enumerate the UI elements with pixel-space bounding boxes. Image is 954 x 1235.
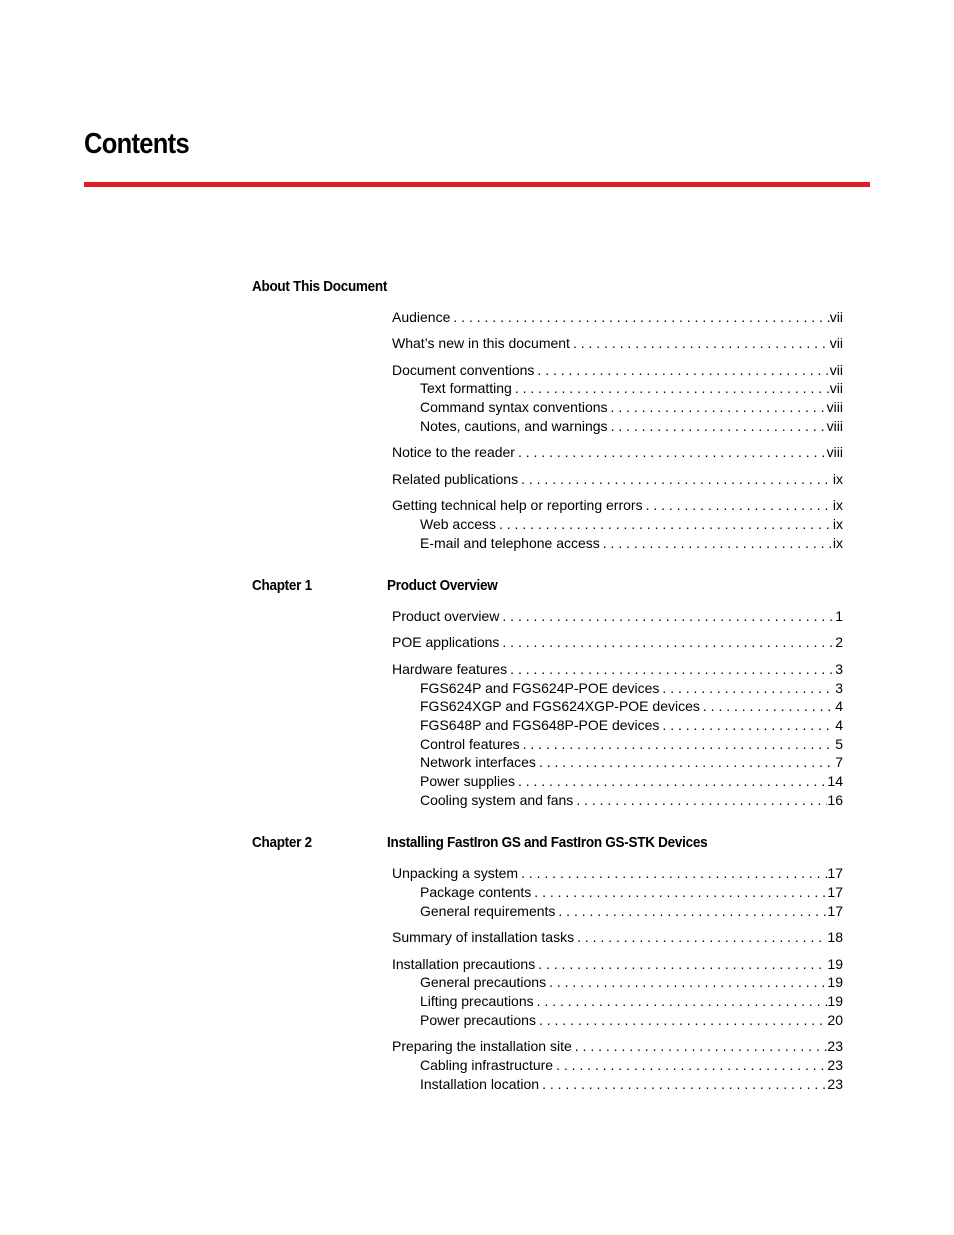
chapter-title[interactable]: Installing FastIron GS and FastIron GS-STK Devices <box>387 834 708 851</box>
dot-leader <box>572 1037 828 1055</box>
dot-leader <box>515 772 827 790</box>
toc-entry-text: FGS624XGP and FGS624XGP-POE devices <box>420 698 700 714</box>
toc-entry-page: 17 <box>827 884 843 900</box>
dot-leader <box>536 753 835 771</box>
dot-leader <box>555 902 827 920</box>
toc-subentry[interactable] <box>420 534 843 552</box>
toc-entry-page: 17 <box>827 903 843 919</box>
toc-entry[interactable] <box>392 633 843 651</box>
dot-leader <box>574 928 827 946</box>
toc-entry-page: 3 <box>835 680 843 696</box>
toc-subentry[interactable] <box>420 902 843 920</box>
toc-subentry[interactable] <box>420 883 843 901</box>
toc-entry-page: ix <box>832 471 843 487</box>
toc-entry-page: 23 <box>827 1076 843 1092</box>
toc-subentry[interactable] <box>420 992 843 1010</box>
toc-subentry[interactable] <box>420 772 843 790</box>
toc-entry[interactable] <box>392 361 843 379</box>
dot-leader <box>499 607 835 625</box>
toc-entry-text: Cooling system and fans <box>420 792 574 808</box>
dot-leader <box>499 633 835 651</box>
toc-subentry[interactable] <box>420 515 843 533</box>
toc-entry[interactable] <box>392 334 843 352</box>
dot-leader <box>534 992 828 1010</box>
dot-leader <box>659 716 835 734</box>
toc-subentry[interactable] <box>420 398 843 416</box>
dot-leader <box>600 534 833 552</box>
toc-entry-text: Getting technical help or reporting errors <box>392 497 643 513</box>
dot-leader <box>450 308 829 326</box>
title-rule <box>84 182 870 187</box>
toc-entry-page: 1 <box>835 608 843 624</box>
toc-entry[interactable] <box>392 955 843 973</box>
toc-entry-text: General requirements <box>420 903 556 919</box>
section-label-about: About This Document <box>252 278 388 295</box>
chapter-label: Chapter 2 <box>252 834 312 851</box>
dot-leader <box>573 791 827 809</box>
page-title: Contents <box>84 128 189 160</box>
dot-leader <box>512 379 830 397</box>
dot-leader <box>518 470 833 488</box>
dot-leader <box>608 398 827 416</box>
toc-entry-text: General precautions <box>420 974 547 990</box>
dot-leader <box>496 515 833 533</box>
dot-leader <box>643 496 833 514</box>
toc-entry-page: ix <box>832 497 843 513</box>
toc-entry-text: Notice to the reader <box>392 444 515 460</box>
toc-entry-text: Summary of installation tasks <box>392 929 575 945</box>
toc-entry-text: Installation location <box>420 1076 540 1092</box>
toc-entry[interactable] <box>392 470 843 488</box>
toc-subentry[interactable] <box>420 716 843 734</box>
toc-entry-text: Product overview <box>392 608 500 624</box>
toc-subentry[interactable] <box>420 791 843 809</box>
toc-entry-page: vii <box>829 380 843 396</box>
toc-entry-text: Power supplies <box>420 773 515 789</box>
dot-leader <box>539 1075 827 1093</box>
toc-entry-page: 2 <box>835 634 843 650</box>
toc-entry-page: 3 <box>835 661 843 677</box>
toc-entry-page: 5 <box>835 736 843 752</box>
toc-entry-page: viii <box>826 418 843 434</box>
toc-entry-page: viii <box>826 399 843 415</box>
toc-entry[interactable] <box>392 660 843 678</box>
dot-leader <box>531 883 827 901</box>
chapter-title[interactable]: Product Overview <box>387 577 498 594</box>
toc-entry[interactable] <box>392 864 843 882</box>
toc-entry-text: Control features <box>420 736 520 752</box>
toc-entry-text: Power precautions <box>420 1012 536 1028</box>
toc-entry-text: FGS648P and FGS648P-POE devices <box>420 717 660 733</box>
toc-entry[interactable] <box>392 496 843 514</box>
toc-entry-page: 20 <box>827 1012 843 1028</box>
toc-entry-text: Hardware features <box>392 661 508 677</box>
toc-entry-page: viii <box>826 444 843 460</box>
toc-entry-text: FGS624P and FGS624P-POE devices <box>420 680 660 696</box>
toc-subentry[interactable] <box>420 679 843 697</box>
toc-entry-page: 4 <box>835 698 843 714</box>
dot-leader <box>520 735 836 753</box>
toc-entry-text: Network interfaces <box>420 754 536 770</box>
toc-subentry[interactable] <box>420 735 843 753</box>
toc-entry-text: What’s new in this document <box>392 335 570 351</box>
toc-entry-text: Preparing the installation site <box>392 1038 572 1054</box>
toc-entry-page: 4 <box>835 717 843 733</box>
toc-entry[interactable] <box>392 928 843 946</box>
dot-leader <box>518 864 827 882</box>
toc-entry-page: vii <box>829 362 843 378</box>
toc-subentry[interactable] <box>420 973 843 991</box>
toc-entry-page: 16 <box>827 792 843 808</box>
toc-entry-text: Related publications <box>392 471 519 487</box>
toc-entry[interactable] <box>392 443 843 461</box>
toc-entry-text: Text formatting <box>420 380 512 396</box>
toc-entry-text: Installation precautions <box>392 956 536 972</box>
toc-entry-page: 23 <box>827 1038 843 1054</box>
toc-subentry[interactable] <box>420 379 843 397</box>
toc-subentry[interactable] <box>420 1056 843 1074</box>
toc-entry-text: Cabling infrastructure <box>420 1057 554 1073</box>
toc-entry-text: Audience <box>392 309 451 325</box>
dot-leader <box>535 955 827 973</box>
dot-leader <box>534 361 829 379</box>
toc-entry-page: 17 <box>827 865 843 881</box>
toc-entry-page: 19 <box>827 974 843 990</box>
toc-subentry[interactable] <box>420 697 843 715</box>
dot-leader <box>570 334 830 352</box>
dot-leader <box>507 660 835 678</box>
toc-entry-page: ix <box>832 535 843 551</box>
toc-subentry[interactable] <box>420 1075 843 1093</box>
toc-entry-page: 18 <box>827 929 843 945</box>
toc-entry-text: Package contents <box>420 884 532 900</box>
toc-entry-text: Lifting precautions <box>420 993 534 1009</box>
toc-entry-page: 19 <box>827 956 843 972</box>
toc-entry-page: ix <box>832 516 843 532</box>
toc-entry[interactable] <box>392 607 843 625</box>
toc-subentry[interactable] <box>420 753 843 771</box>
dot-leader <box>546 973 827 991</box>
toc-entry-text: Web access <box>420 516 496 532</box>
dot-leader <box>536 1011 827 1029</box>
toc-entry-text: E-mail and telephone access <box>420 535 600 551</box>
toc-entry[interactable] <box>392 1037 843 1055</box>
toc-entry-page: 7 <box>835 754 843 770</box>
dot-leader <box>608 417 827 435</box>
toc-entry-page: vii <box>829 335 843 351</box>
toc-entry-page: 23 <box>827 1057 843 1073</box>
toc-entry-text: Notes, cautions, and warnings <box>420 418 608 434</box>
toc-entry-page: 14 <box>827 773 843 789</box>
dot-leader <box>659 679 835 697</box>
toc-entry-text: POE applications <box>392 634 500 650</box>
toc-entry-text: Command syntax conventions <box>420 399 608 415</box>
dot-leader <box>553 1056 827 1074</box>
dot-leader <box>515 443 827 461</box>
toc-entry-page: vii <box>829 309 843 325</box>
toc-entry-text: Document conventions <box>392 362 535 378</box>
chapter-label: Chapter 1 <box>252 577 312 594</box>
toc-entry-text: Unpacking a system <box>392 865 519 881</box>
toc-subentry[interactable] <box>420 1011 843 1029</box>
toc-subentry[interactable] <box>420 417 843 435</box>
toc-entry-page: 19 <box>827 993 843 1009</box>
toc-entry[interactable] <box>392 308 843 326</box>
dot-leader <box>700 697 835 715</box>
